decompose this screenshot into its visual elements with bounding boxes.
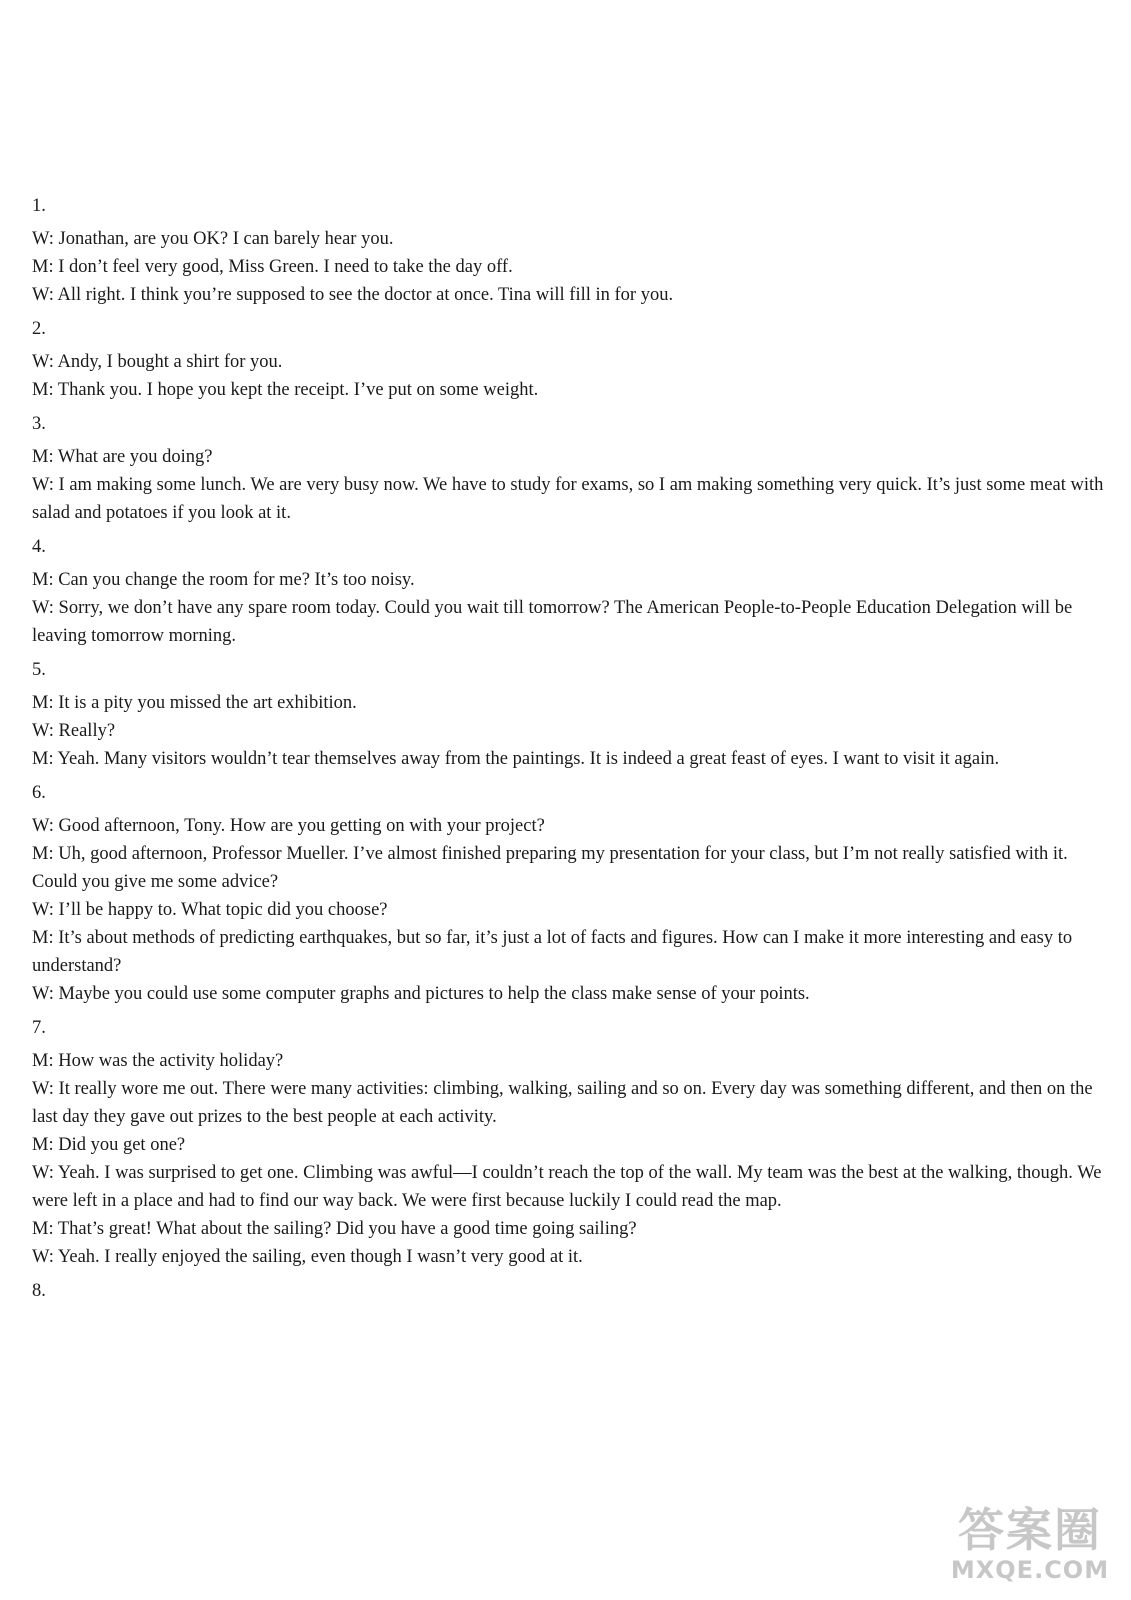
section-4 [32,533,1107,650]
dialogue-line: M: Uh, good afternoon, Professor Mueller. I’ve almost finished preparing my presentation for your class, but I’m not really satisfied with it. Could you give me some advice? [32,844,1068,892]
watermark-en-text: MXQE.COM [950,1556,1110,1584]
dialogue-line: W: I am making some lunch. We are very busy now. We have to study for exams, so I am making something very quick. It’s just some meat with salad and potatoes if you look at it. [32,475,1104,523]
dialogue-line: W: Andy, I bought a shirt for you. [32,352,283,372]
document-body [32,192,1107,1310]
watermark-cn-text: 答案圈 [958,1503,1102,1557]
section-2 [32,315,1107,404]
section-number: 3. [32,414,46,434]
section-5 [32,656,1107,773]
dialogue-line: W: Really? [32,721,116,741]
section-8 [32,1277,1107,1305]
dialogue-line: M: Thank you. I hope you kept the receipt. I’ve put on some weight. [32,380,539,400]
dialogue-line: W: Yeah. I really enjoyed the sailing, even though I wasn’t very good at it. [32,1247,583,1267]
dialogue-line: M: Did you get one? [32,1135,186,1155]
dialogue-line: M: I don’t feel very good, Miss Green. I need to take the day off. [32,257,513,277]
section-3 [32,410,1107,527]
dialogue-line: W: Maybe you could use some computer graphs and pictures to help the class make sense of your points. [32,984,810,1004]
dialogue-line: W: Jonathan, are you OK? I can barely hear you. [32,229,394,249]
section-number: 4. [32,537,46,557]
section-number: 6. [32,783,46,803]
dialogue-line: M: How was the activity holiday? [32,1051,284,1071]
section-6 [32,779,1107,1008]
section-number: 7. [32,1018,46,1038]
section-7 [32,1014,1107,1271]
dialogue-line: W: Sorry, we don’t have any spare room today. Could you wait till tomorrow? The American People-to-People Education Delegation will be leaving tomorrow morning. [32,598,1073,646]
section-number: 1. [32,196,46,216]
watermark-logo [945,1504,1115,1594]
dialogue-line: M: It’s about methods of predicting earthquakes, but so far, it’s just a lot of facts and figures. How can I make it more interesting and easy to understand? [32,928,1073,976]
section-1 [32,192,1107,309]
dialogue-line: W: Yeah. I was surprised to get one. Climbing was awful—I couldn’t reach the top of the wall. My team was the best at the walking, though. We were left in a place and had to find our way back. We were first because luckily I could read the map. [32,1163,1102,1211]
dialogue-line: W: Good afternoon, Tony. How are you getting on with your project? [32,816,545,836]
dialogue-line: M: That’s great! What about the sailing? Did you have a good time going sailing? [32,1219,637,1239]
dialogue-line: W: It really wore me out. There were many activities: climbing, walking, sailing and so on. Every day was something different, and then on the last day they gave out prizes to the best people at each activity. [32,1079,1093,1127]
dialogue-line: W: All right. I think you’re supposed to see the doctor at once. Tina will fill in for you. [32,285,674,305]
dialogue-line: M: What are you doing? [32,447,213,467]
section-number: 2. [32,319,46,339]
dialogue-line: M: It is a pity you missed the art exhibition. [32,693,357,713]
dialogue-line: M: Can you change the room for me? It’s too noisy. [32,570,415,590]
section-number: 8. [32,1281,46,1301]
section-number: 5. [32,660,46,680]
dialogue-line: W: I’ll be happy to. What topic did you choose? [32,900,388,920]
dialogue-line: M: Yeah. Many visitors wouldn’t tear themselves away from the paintings. It is indeed a great feast of eyes. I want to visit it again. [32,749,1000,769]
